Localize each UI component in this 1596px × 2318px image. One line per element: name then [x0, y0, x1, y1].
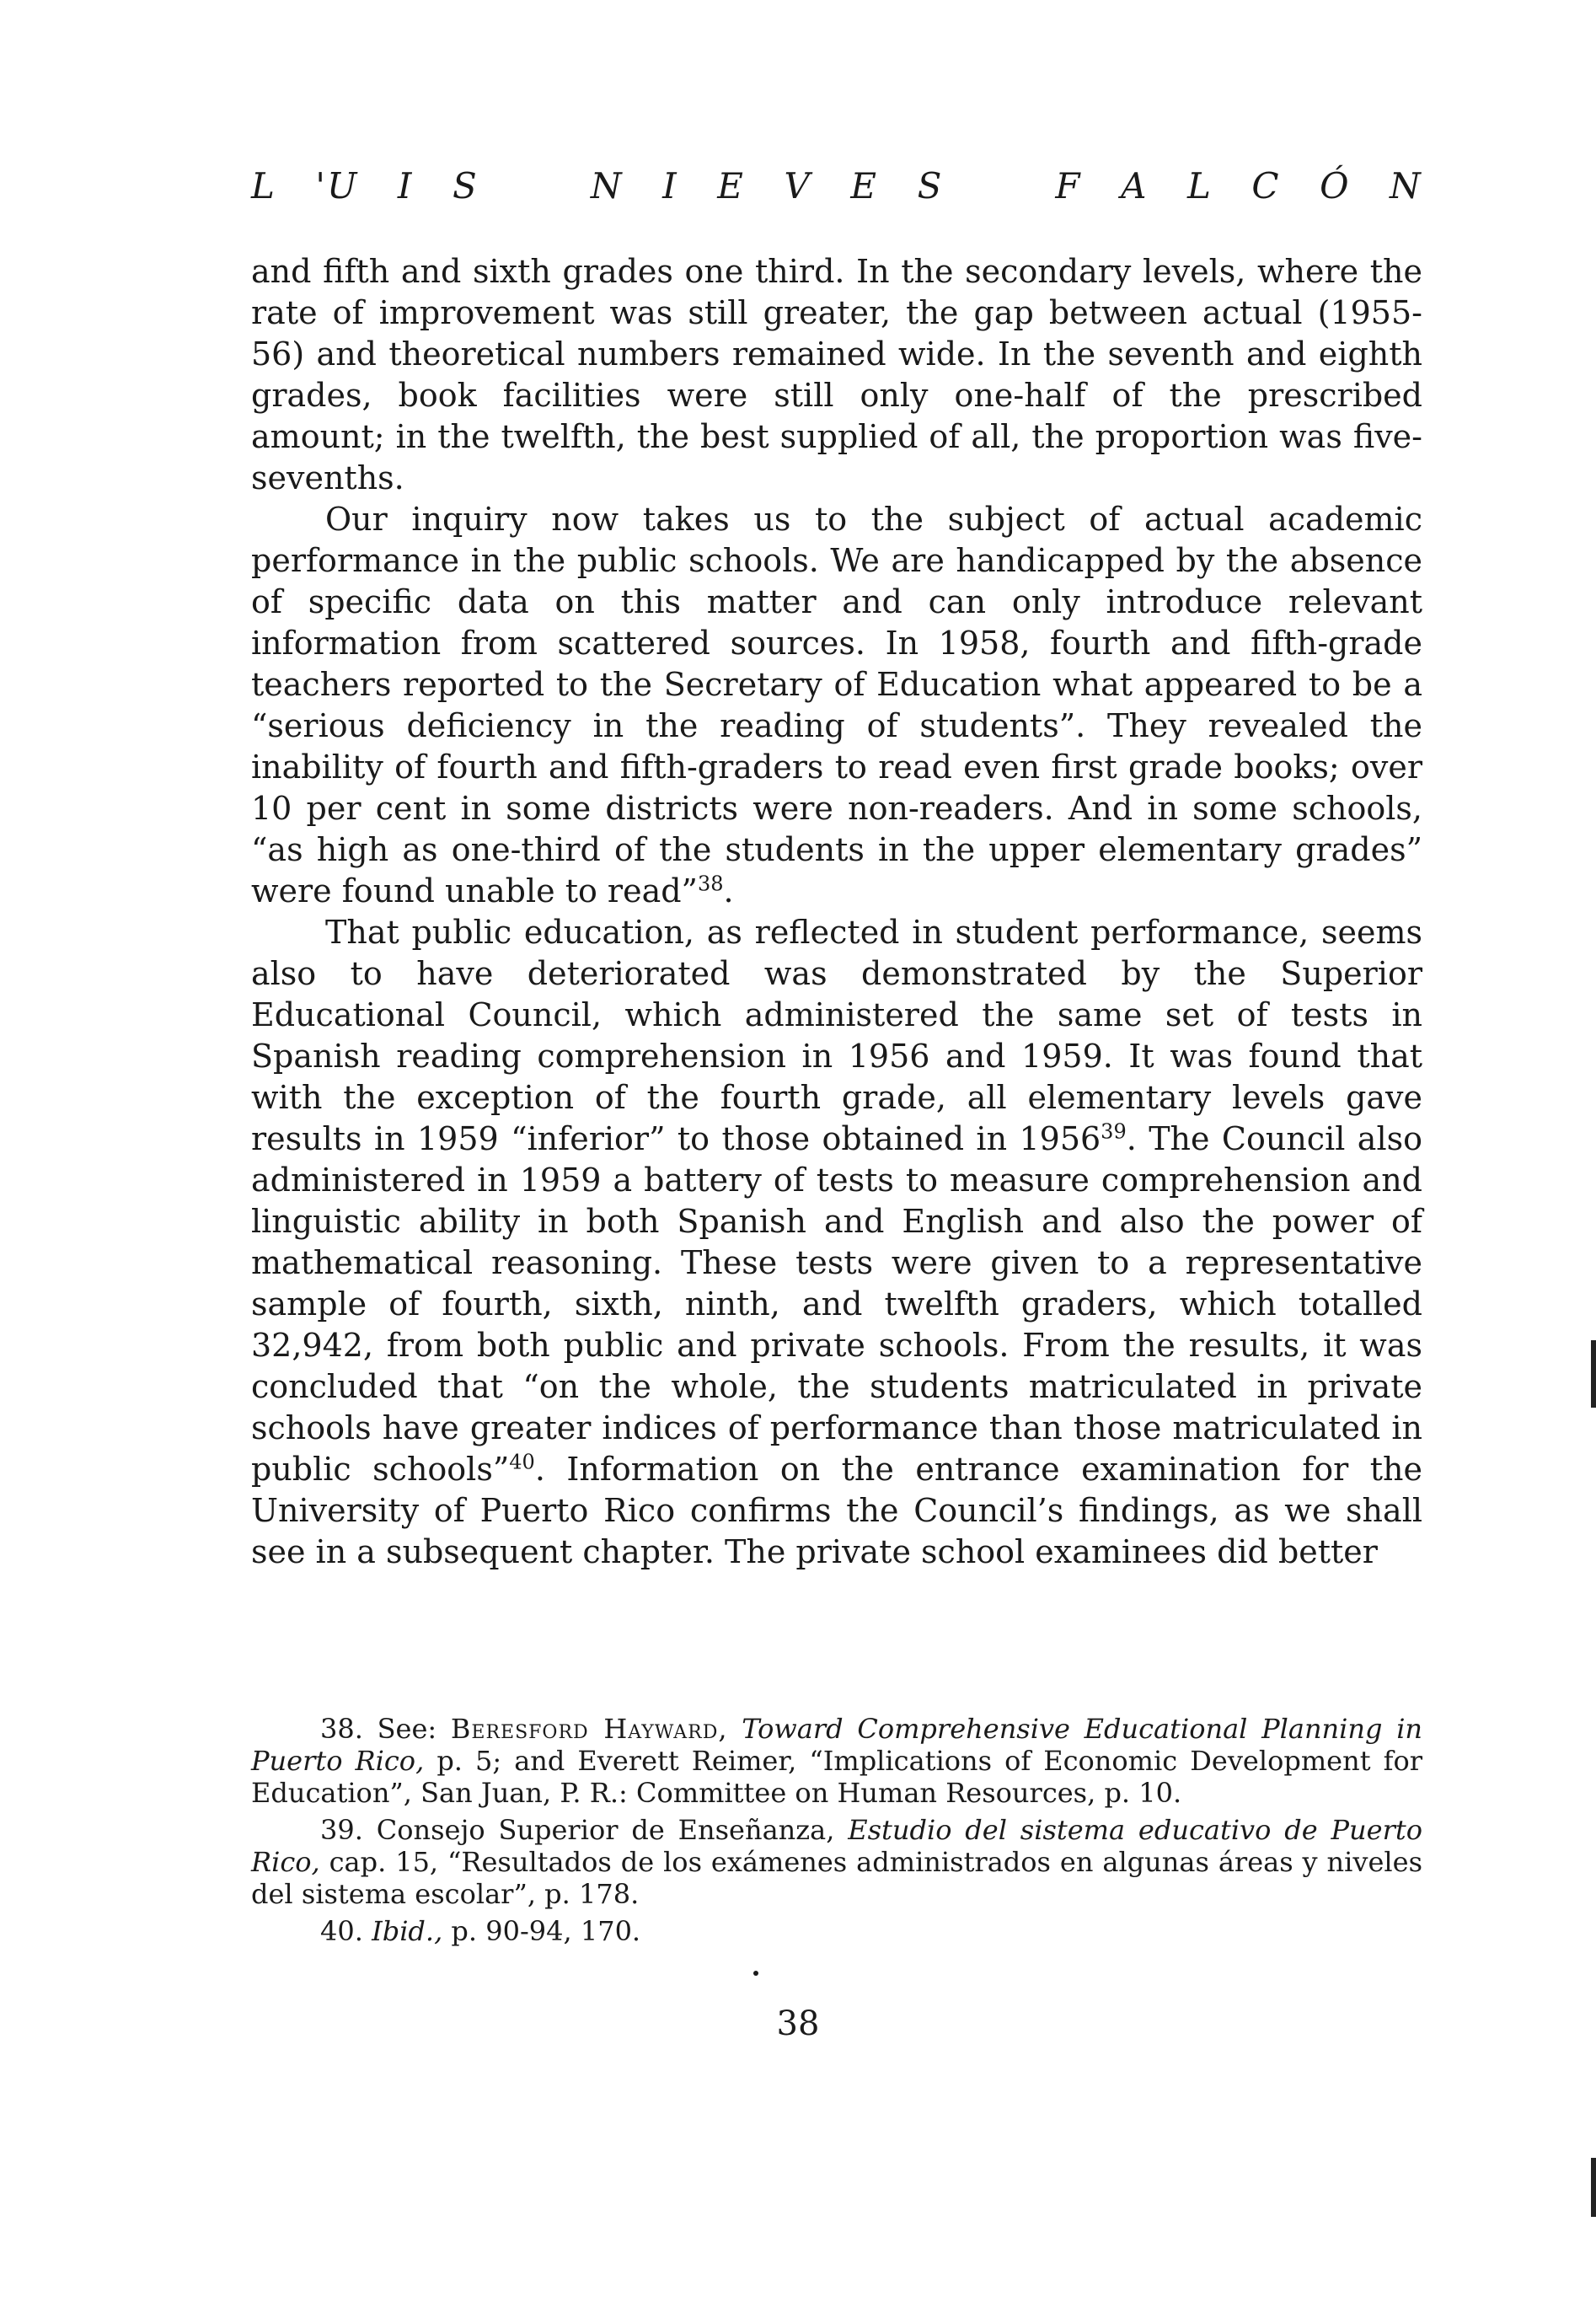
running-head-letter: I — [397, 165, 414, 207]
running-head-letter: C — [1251, 165, 1281, 207]
running-head-letter: L — [1186, 165, 1213, 207]
paragraph-continued: and fifth and sixth grades one third. In the secondary levels, where the rate of improvement was still greater, the gap between actual (1955-56) and theoretical numbers remained wide. In the seventh and eighth grades, book facilities were still only one-half of the prescribed amount; in the twelfth, the best supplied of all, the proportion was five-sevenths. — [251, 253, 1422, 496]
running-head-author-name — [251, 165, 1422, 207]
paragraph-text: . Information on the entrance examination for the University of Puerto Rico confirms the Council’s findings, as we shall see in a subsequent chapter. The private school examinees did better — [251, 1451, 1422, 1570]
running-head-letter: N — [1390, 165, 1422, 207]
running-head-letter: S — [917, 165, 944, 207]
running-head-letter: A — [1121, 165, 1149, 207]
paragraph-public-education — [251, 912, 1422, 1573]
footnote-text: p. 5; and Everett Reimer, “Implications of Economic Development for Education”, San Juan, P. R.: Committee on Human Resources, p. 10. — [251, 1745, 1423, 1809]
footnote-title: Toward Comprehensive Educational Planning in Puerto Rico, — [251, 1713, 1423, 1777]
footnote-40 — [251, 1915, 1422, 1947]
footnote-number: 39. — [320, 1814, 363, 1846]
footnote-title: Estudio del sistema educativo de Puerto Rico, — [251, 1814, 1423, 1878]
footnote-38 — [251, 1713, 1422, 1809]
running-head-letter: F — [1055, 165, 1082, 207]
running-head-letter: Ó — [1320, 165, 1351, 207]
running-head-letter: I — [662, 165, 678, 207]
footnote-ref-38[interactable]: 38 — [697, 872, 724, 896]
running-head-letter: V — [784, 165, 811, 207]
scan-edge-mark — [1591, 1340, 1596, 1408]
footnote-text: Consejo Superior de Enseñanza, — [376, 1814, 835, 1846]
footnote-number: 38. — [320, 1713, 363, 1745]
footnote-text: p. 90-94, 170. — [451, 1915, 641, 1947]
running-head-gap — [517, 165, 551, 207]
footnote-text: cap. 15, “Resultados de los exámenes administrados en algunas áreas y niveles del sistema escolar”, p. 178. — [251, 1846, 1423, 1910]
footnote-ref-39[interactable]: 39 — [1101, 1119, 1127, 1144]
footnote-ref-40[interactable]: 40 — [509, 1450, 535, 1474]
paragraph-academic-performance — [251, 499, 1422, 912]
punctuation: . — [723, 872, 734, 909]
running-head-letter: 'U — [315, 165, 359, 207]
footnote-number: 40. — [320, 1915, 363, 1947]
paragraph-text: That public education, as reflected in student performance, seems also to have deteriorated was demonstrated by the Superior Educational Council, which administered the same set of tests in Spanish reading comprehension in 1956 and 1959. It was found that with the exception of the fourth grade, all elementary levels gave results in 1959 “inferior” to those obtained in 1956 — [251, 914, 1422, 1157]
running-head-letter: E — [717, 165, 745, 207]
running-head-letter: L — [251, 165, 276, 207]
running-head-letter: E — [850, 165, 879, 207]
print-speck — [753, 1971, 758, 1976]
page-number: 38 — [776, 2004, 820, 2043]
footnotes — [251, 1713, 1422, 1952]
footnote-title: Ibid., — [372, 1915, 443, 1947]
running-head-gap — [983, 165, 1016, 207]
footnote-author: Beresford Hayward, — [450, 1713, 728, 1745]
footnote-text: See: — [377, 1713, 437, 1745]
paragraph-text: Our inquiry now takes us to the subject of actual academic performance in the public schools. We are handicapped by the absence of specific data on this matter and can only introduce relevant information from scattered sources. In 1958, fourth and fifth-grade teachers reported to the Secretary of Education what appeared to be a “serious deficiency in the reading of students”. They revealed the inability of fourth and fifth-graders to read even first grade books; over 10 per cent in some districts were non-readers. And in some schools, “as high as one-third of the students in the upper elementary grades” were found unable to read” — [251, 501, 1422, 909]
body-text — [251, 251, 1422, 1573]
scan-edge-mark — [1591, 2158, 1596, 2217]
running-head-letter: N — [590, 165, 624, 207]
footnote-39 — [251, 1814, 1422, 1910]
paragraph-text: . The Council also administered in 1959 a battery of tests to measure comprehension and linguistic ability in both Spanish and English and also the power of mathematical reasoning. These tests were given to a representative sample of fourth, sixth, ninth, and twelfth graders, which totalled 32,942, from both public and private schools. From the results, it was concluded that “on the whole, the students matriculated in private schools have greater indices of performance than those matriculated in public schools” — [251, 1120, 1422, 1488]
running-head-letter: S — [453, 165, 479, 207]
